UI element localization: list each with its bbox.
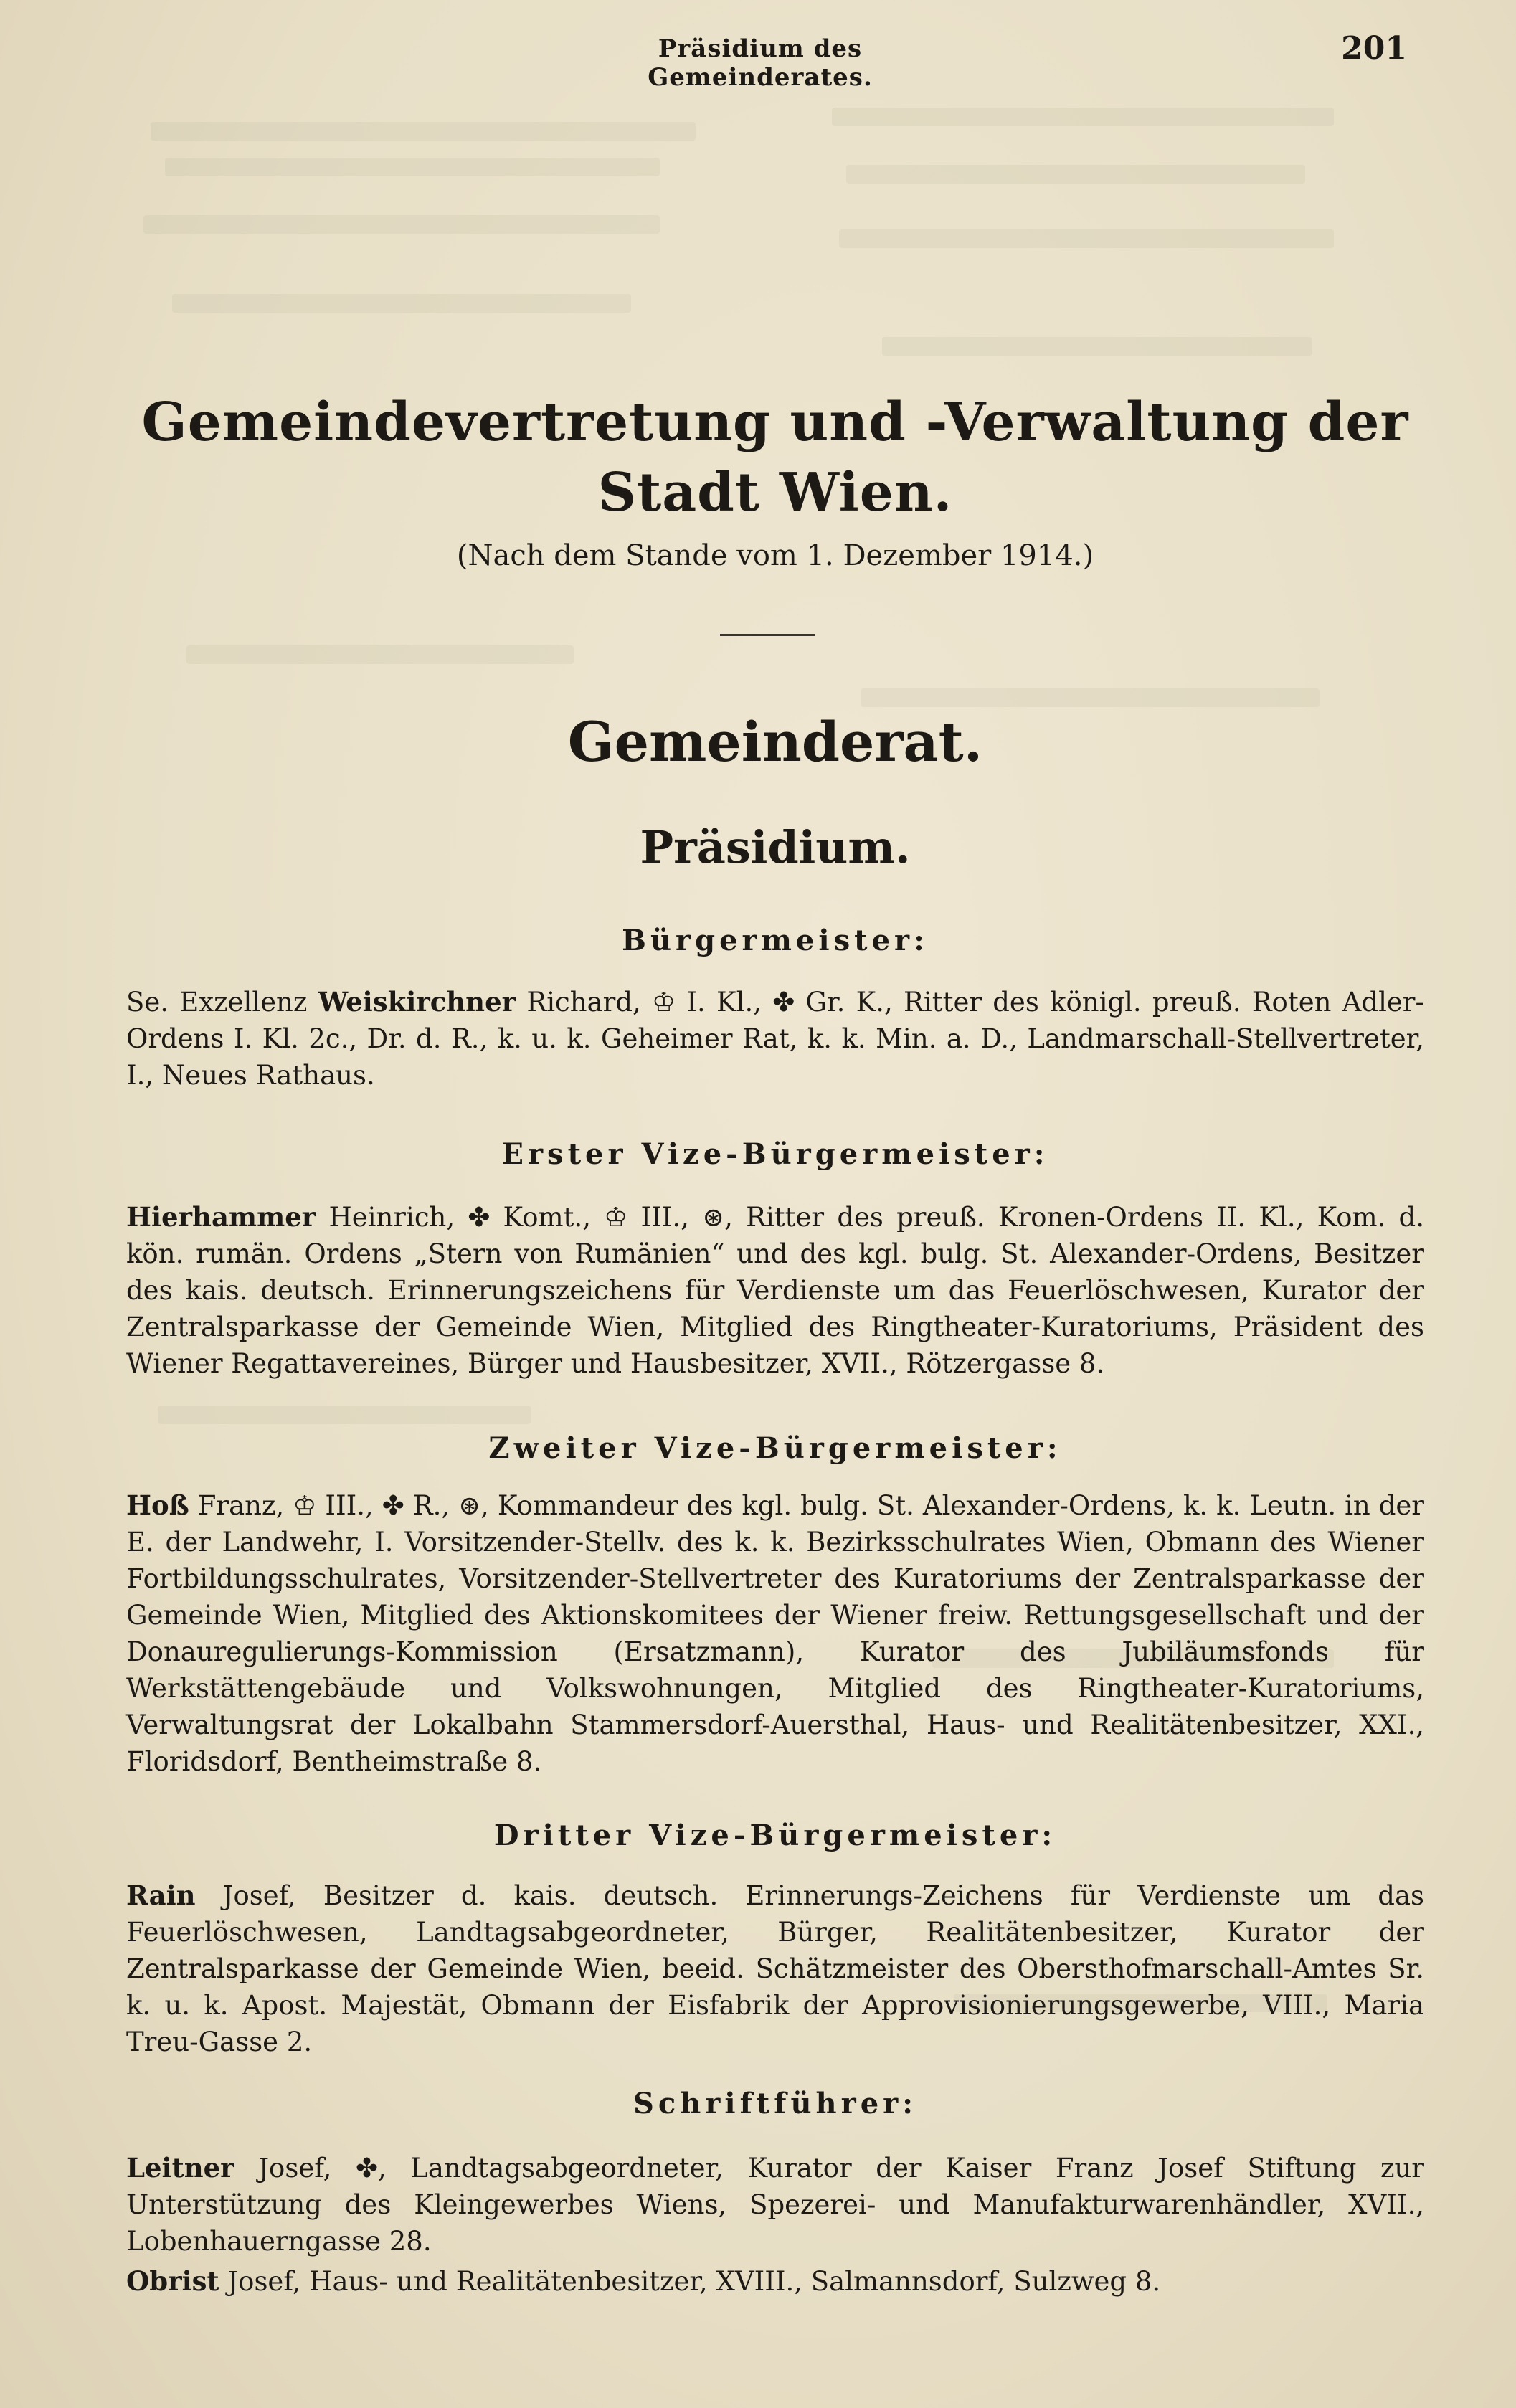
- entry-text: Josef, Besitzer d. kais. deutsch. Erinnerungs-Zeichens für Verdienste um das Feuerlöschwesen, Landtagsabgeordneter, Bürger, Realitätenbesitzer, Kurator der Zentralsparkasse der Gemeinde Wien, beeid. Schätzmeister des Obersthofmarschall-Amtes Sr. k. u. k. Apost. Majestät, Obmann der Eisfabrik der Approvisionierungsgewerbe, VIII., Maria Treu-Gasse 2.: [126, 1880, 1424, 2057]
- entry-second-deputy: [126, 1487, 1424, 1780]
- role-heading-secretary: Schriftführer:: [633, 2087, 917, 2120]
- divider-rule: [720, 634, 815, 636]
- subtitle: (Nach dem Stande vom 1. Dezember 1914.): [456, 539, 1094, 572]
- person-name: Obrist: [126, 2265, 219, 2297]
- role-heading-second-deputy: Zweiter Vize-Bürgermeister:: [488, 1431, 1062, 1465]
- entry-text: Josef, Haus- und Realitätenbesitzer, XVIII., Salmannsdorf, Sulzweg 8.: [219, 2266, 1161, 2297]
- section-title: Gemeinderat.: [567, 710, 983, 774]
- page-number: 201: [1341, 30, 1407, 67]
- role-heading-third-deputy: Dritter Vize-Bürgermeister:: [493, 1819, 1057, 1852]
- main-title: Gemeindevertretung und -Verwaltung der Stadt Wien.: [141, 392, 1409, 523]
- entry-text: Heinrich, ✤ Komt., ♔ III., ⊛, Ritter des preuß. Kronen-Ordens II. Kl., Kom. d. kön. rumän. Ordens „Stern von Rumänien“ und des kgl. bulg. St. Alexander-Ordens, Besitzer des kais. deutsch. Erinnerungszeichens für Verdienste um das Feuerlöschwesen, Kurator der Zentralsparkasse der Gemeinde Wien, Mitglied des Ringtheater-Kuratoriums, Präsident des Wiener Regattavereines, Bürger und Hausbesitzer, XVII., Rötzergasse 8.: [126, 1202, 1424, 1379]
- entry-mayor: [126, 984, 1424, 1094]
- entry-third-deputy: [126, 1877, 1424, 2060]
- subsection-title: Präsidium.: [640, 821, 911, 873]
- entry-text: Josef, ✤, Landtagsabgeordneter, Kurator der Kaiser Franz Josef Stiftung zur Unterstützung des Kleingewerbes Wiens, Spezerei- und Manufakturwarenhändler, XVII., Lobenhauerngasse 28.: [126, 2153, 1424, 2257]
- person-name: Hoß: [126, 1489, 189, 1521]
- role-heading-first-deputy: Erster Vize-Bürgermeister:: [501, 1137, 1049, 1171]
- entry-prefix: Se. Exzellenz: [126, 987, 318, 1018]
- person-name: Hierhammer: [126, 1201, 316, 1233]
- role-heading-mayor: Bürgermeister:: [622, 924, 929, 957]
- entry-text: Franz, ♔ III., ✤ R., ⊛, Kommandeur des kgl. bulg. St. Alexander-Ordens, k. k. Leutn. in der E. der Landwehr, I. Vorsitzender-Stellv. des k. k. Bezirksschulrates Wien, Obmann des Wiener Fortbildungsschulrates, Vorsitzender-Stellvertreter des Kuratoriums der Zentralsparkasse der Gemeinde Wien, Mitglied des Aktionskomitees der Wiener freiw. Rettungsgesellschaft und der Donauregulierungs-Kommission (Ersatzmann), Kurator des Jubiläumsfonds für Werkstättengebäude und Volkswohnungen, Mitglied des Ringtheater-Kuratoriums, Verwaltungsrat der Lokalbahn Stammersdorf-Auersthal, Haus- und Realitätenbesitzer, XXI., Floridsdorf, Bentheimstraße 8.: [126, 1490, 1424, 1777]
- entry-first-deputy: [126, 1199, 1424, 1382]
- person-name: Leitner: [126, 2152, 234, 2184]
- running-head: Präsidium des Gemeinderates.: [648, 34, 873, 92]
- person-name: Weiskirchner: [318, 986, 516, 1018]
- entry-text: Richard, ♔ I. Kl., ✤ Gr. K., Ritter des königl. preuß. Roten Adler-Ordens I. Kl. 2c., Dr. d. R., k. u. k. Geheimer Rat, k. k. Min. a. D., Landmarschall-Stellvertreter, I., Neues Rathaus.: [126, 987, 1424, 1091]
- entry-secretary-1: [126, 2150, 1424, 2260]
- entry-secretary-2: [126, 2263, 1424, 2300]
- person-name: Rain: [126, 1880, 196, 1911]
